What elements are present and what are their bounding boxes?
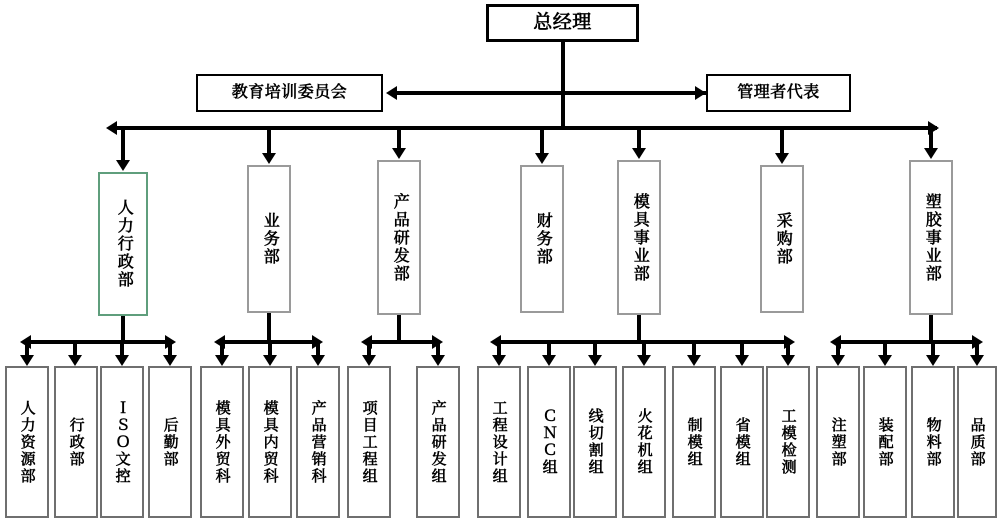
drop-to-dept-2 xyxy=(267,126,271,155)
arrow-to-education-committee xyxy=(386,86,397,100)
connector-center-to-dept-bus xyxy=(561,91,565,128)
node-leaf-iso-document-control[interactable]: ＩＳＯ文控 xyxy=(100,366,144,518)
node-dept-hr-admin[interactable]: 人力行政部 xyxy=(98,172,148,316)
plastic-arrow-3 xyxy=(926,355,940,366)
mold-stem xyxy=(637,315,641,341)
arrow-dept-2 xyxy=(262,153,276,164)
node-leaf-logistics[interactable]: 后勤部 xyxy=(148,366,192,518)
arrow-to-management-rep xyxy=(695,86,706,100)
drop-to-dept-3 xyxy=(397,126,401,150)
mold-arrow-6 xyxy=(735,355,749,366)
arrow-dept-1 xyxy=(116,160,130,171)
node-leaf-quality[interactable]: 品质部 xyxy=(957,366,997,518)
plastic-stem xyxy=(929,315,933,341)
connector-second-horizontal xyxy=(396,91,706,95)
hr-stem xyxy=(121,316,125,342)
node-leaf-product-marketing[interactable]: 产品营销科 xyxy=(296,366,340,518)
node-leaf-mold-making[interactable]: 制模组 xyxy=(672,366,716,518)
node-leaf-mold-domestic-trade[interactable]: 模具内贸科 xyxy=(248,366,292,518)
node-leaf-mold-polishing[interactable]: 省模组 xyxy=(720,366,764,518)
node-dept-mold-business-unit[interactable]: 模具事业部 xyxy=(617,160,661,315)
node-leaf-engineering-design[interactable]: 工程设计组 xyxy=(477,366,521,518)
dept-bus xyxy=(113,126,937,130)
mold-arrow-4 xyxy=(637,355,651,366)
node-dept-purchasing[interactable]: 采购部 xyxy=(760,165,804,313)
hr-bus xyxy=(28,340,172,344)
hr-arrow-2 xyxy=(68,355,82,366)
hr-arrow-4 xyxy=(163,355,177,366)
node-leaf-administration[interactable]: 行政部 xyxy=(54,366,98,518)
node-leaf-product-rd-group[interactable]: 产品研发组 xyxy=(416,366,460,518)
drop-to-dept-5 xyxy=(637,126,641,150)
plastic-bus xyxy=(838,340,978,344)
rd-arrow-2 xyxy=(431,355,445,366)
connector-top-to-second xyxy=(561,42,565,93)
arrow-dept-3 xyxy=(392,148,406,159)
node-dept-plastics-business-unit[interactable]: 塑胶事业部 xyxy=(909,160,953,315)
mold-arrow-7 xyxy=(781,355,795,366)
node-leaf-materials[interactable]: 物料部 xyxy=(911,366,955,518)
dept-bus-left-cap xyxy=(106,121,117,135)
node-general-manager[interactable]: 总经理 xyxy=(486,4,639,42)
rd-stem xyxy=(397,315,401,341)
node-leaf-cnc-group[interactable]: ＣＮＣ组 xyxy=(527,366,571,518)
drop-to-dept-1 xyxy=(121,126,125,162)
node-leaf-project-engineering[interactable]: 项目工程组 xyxy=(347,366,391,518)
arrow-dept-6 xyxy=(775,153,789,164)
node-leaf-wire-cutting[interactable]: 线切割组 xyxy=(573,366,617,518)
node-leaf-mold-foreign-trade[interactable]: 模具外贸科 xyxy=(200,366,244,518)
node-leaf-edm-group[interactable]: 火花机组 xyxy=(622,366,666,518)
hr-arrow-1 xyxy=(20,355,34,366)
rd-arrow-1 xyxy=(362,355,376,366)
drop-to-dept-6 xyxy=(780,126,784,155)
biz-stem xyxy=(267,313,271,341)
node-dept-finance[interactable]: 财务部 xyxy=(520,165,564,313)
node-dept-business[interactable]: 业务部 xyxy=(247,165,291,313)
drop-to-dept-7 xyxy=(929,126,933,150)
arrow-dept-4 xyxy=(535,153,549,164)
node-leaf-assembly[interactable]: 装配部 xyxy=(863,366,907,518)
drop-to-dept-4 xyxy=(540,126,544,155)
node-dept-product-rd[interactable]: 产品研发部 xyxy=(377,160,421,315)
node-leaf-injection-molding[interactable]: 注塑部 xyxy=(816,366,860,518)
mold-arrow-5 xyxy=(687,355,701,366)
arrow-dept-5 xyxy=(632,148,646,159)
biz-arrow-2 xyxy=(263,355,277,366)
arrow-dept-7 xyxy=(924,148,938,159)
mold-arrow-2 xyxy=(542,355,556,366)
hr-arrow-3 xyxy=(115,355,129,366)
node-leaf-hr-resources[interactable]: 人力资源部 xyxy=(5,366,49,518)
node-education-training-committee[interactable]: 教育培训委员会 xyxy=(196,74,383,112)
rd-bus xyxy=(368,340,438,344)
biz-arrow-3 xyxy=(311,355,325,366)
node-management-representative[interactable]: 管理者代表 xyxy=(706,74,851,112)
plastic-arrow-2 xyxy=(878,355,892,366)
plastic-arrow-1 xyxy=(831,355,845,366)
node-leaf-mold-inspection[interactable]: 工模检测 xyxy=(766,366,810,518)
mold-arrow-3 xyxy=(588,355,602,366)
mold-arrow-1 xyxy=(492,355,506,366)
biz-arrow-1 xyxy=(215,355,229,366)
plastic-arrow-4 xyxy=(970,355,984,366)
